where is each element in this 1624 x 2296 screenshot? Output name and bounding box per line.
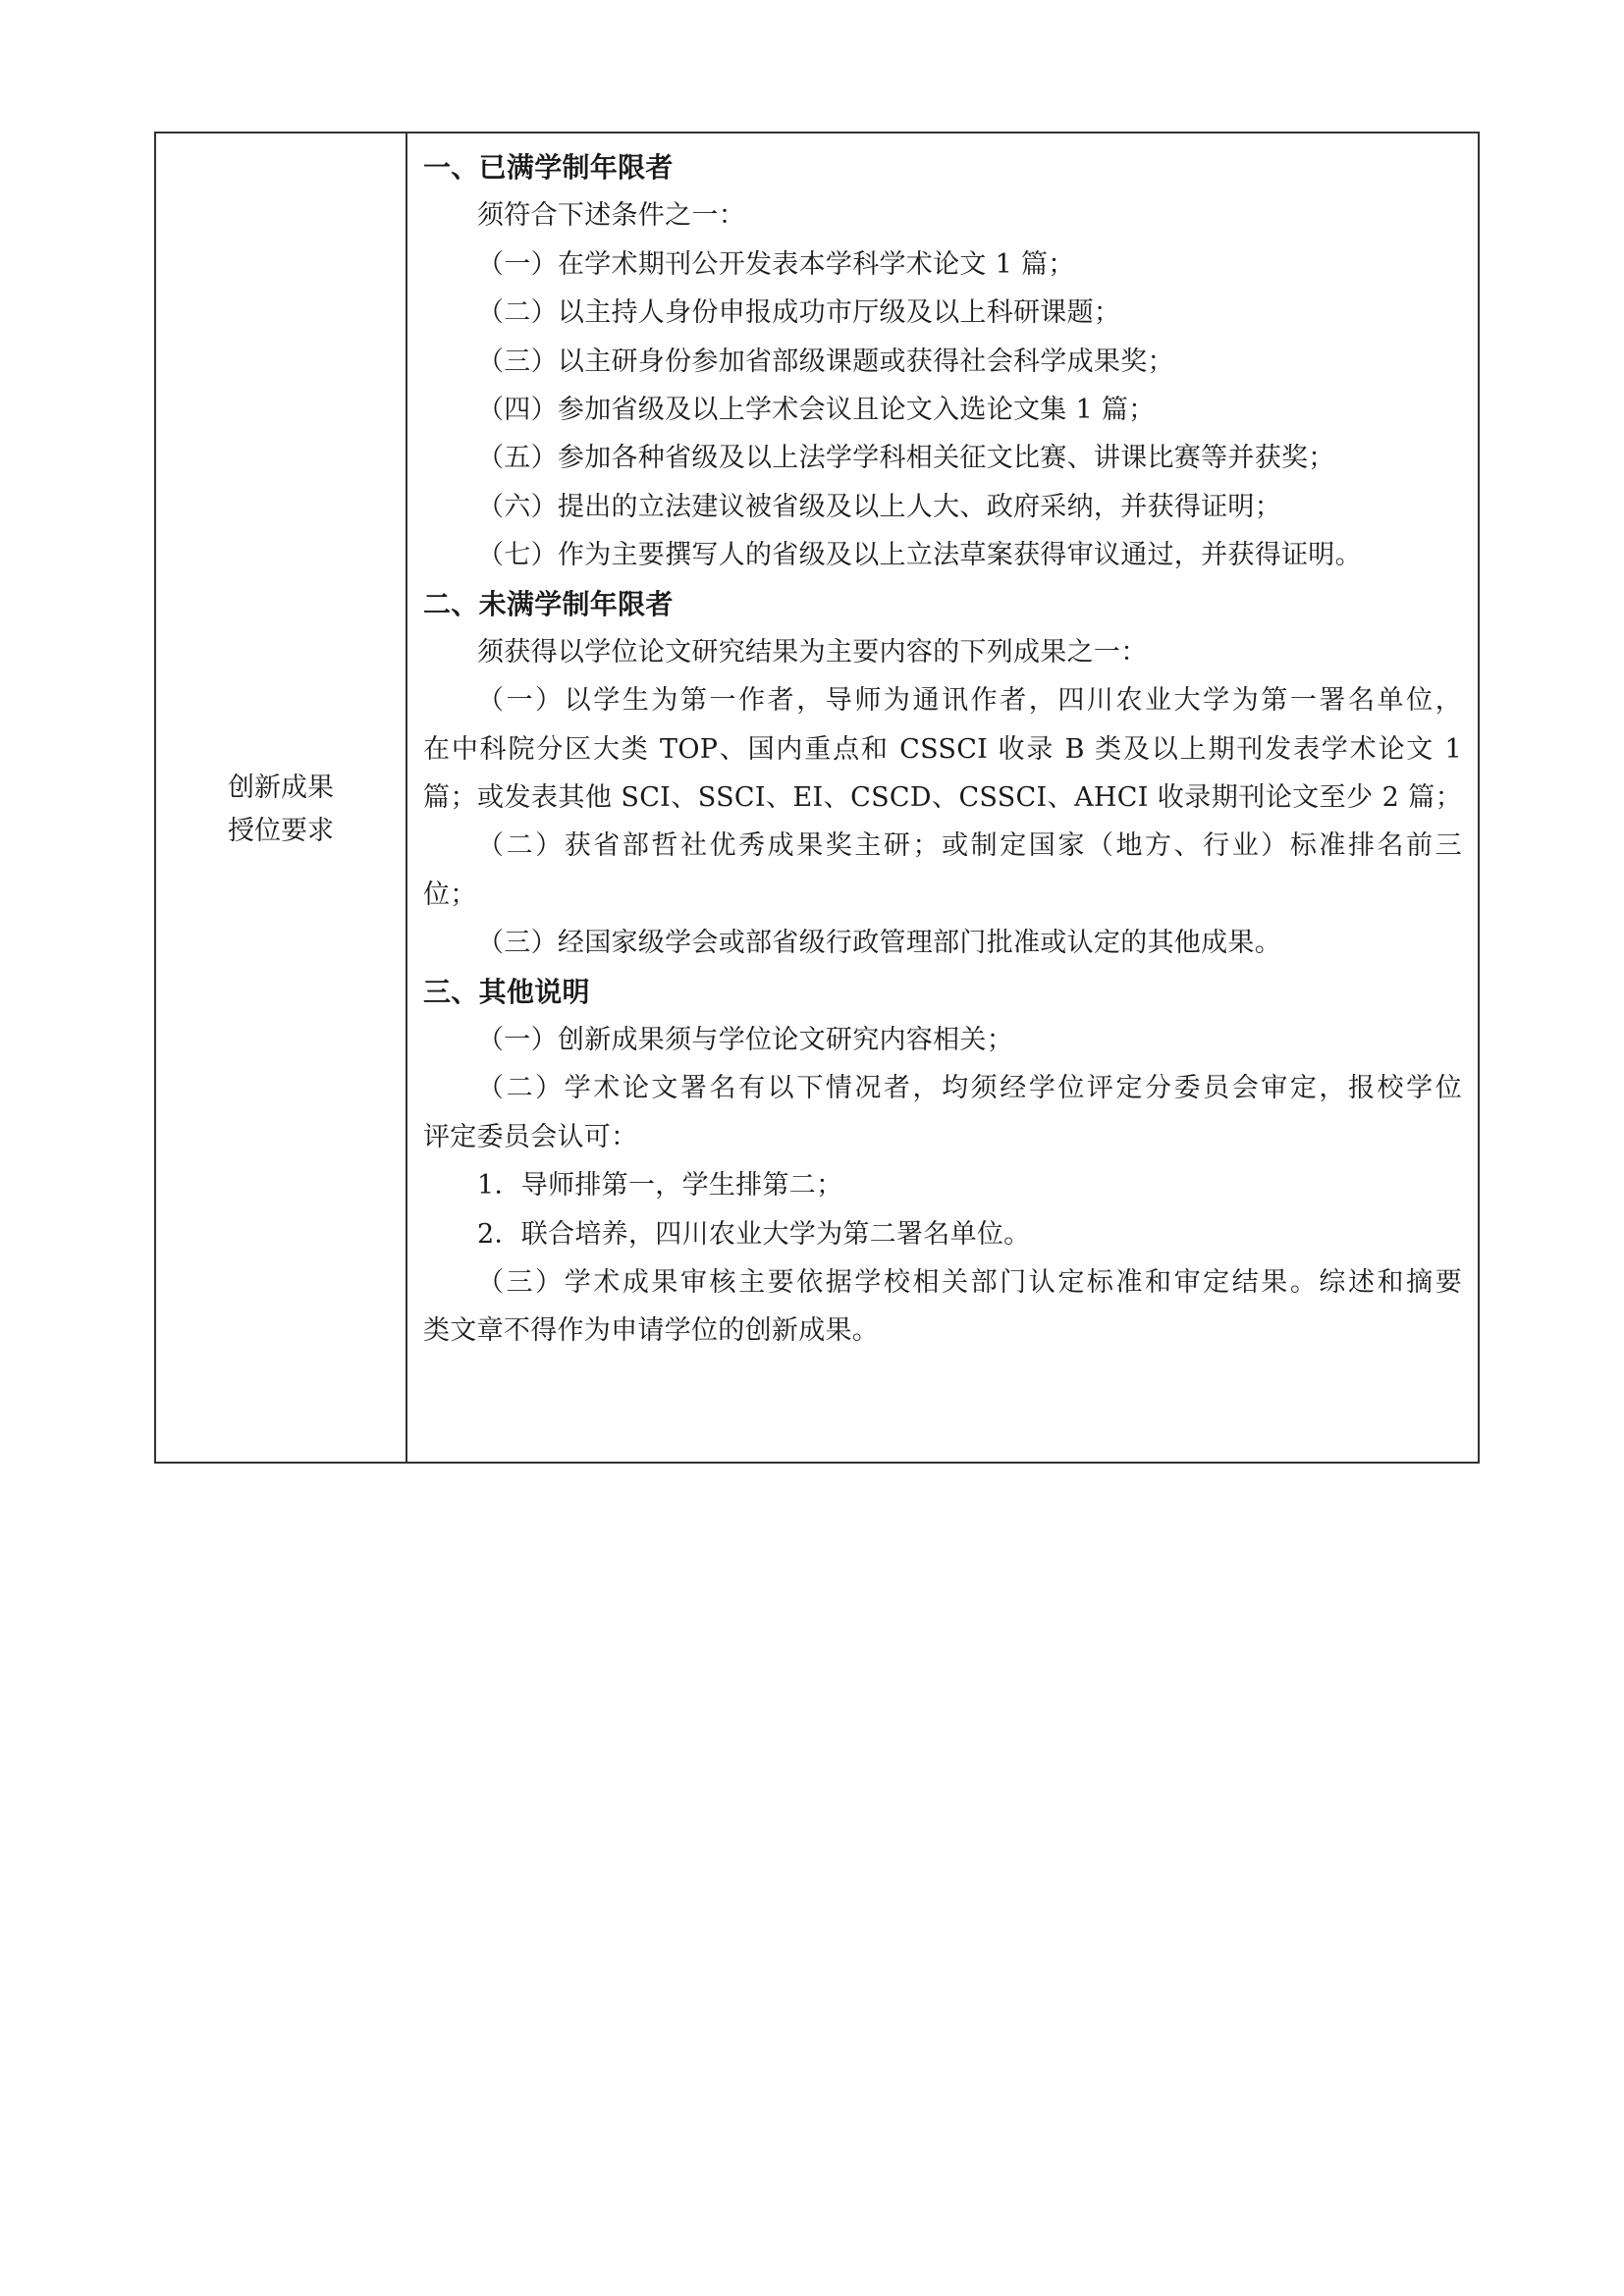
content-line: 一、已满学制年限者 xyxy=(423,151,674,184)
content-line: （一）在学术期刊公开发表本学科学术论文 1 篇； xyxy=(477,248,1075,280)
content-line: （二）以主持人身份申报成功市厅级及以上科研课题； xyxy=(477,297,1121,329)
content-line: （六）提出的立法建议被省级及以上人大、政府采纳，并获得证明； xyxy=(477,491,1281,522)
content-line: （一）创新成果须与学位论文研究内容相关； xyxy=(477,1025,1013,1056)
content-line: （三）以主研身份参加省部级课题或获得社会科学成果奖； xyxy=(477,346,1174,377)
content-line: 在中科院分区大类 TOP、国内重点和 CSSCI 收录 B 类及以上期刊发表学术论文 1 xyxy=(423,733,1462,765)
content-line: （三）经国家级学会或部省级行政管理部门批准或认定的其他成果。 xyxy=(477,928,1281,959)
content-line: （七）作为主要撰写人的省级及以上立法草案获得审议通过，并获得证明。 xyxy=(477,540,1362,571)
content-line: 2．联合培养，四川农业大学为第二署名单位。 xyxy=(477,1218,1031,1250)
row-label-cell xyxy=(156,133,407,1462)
requirements-content-cell xyxy=(407,133,1478,1462)
content-line: 篇；或发表其他 SCI、SSCI、EI、CSCD、CSSCI、AHCI 收录期刊论文至少 2 篇； xyxy=(423,782,1462,814)
content-line: （一）以学生为第一作者，导师为通讯作者，四川农业大学为第一署名单位， xyxy=(477,685,1462,717)
content-line: 类文章不得作为申请学位的创新成果。 xyxy=(423,1315,880,1347)
content-line: 评定委员会认可： xyxy=(423,1121,638,1152)
content-line: （四）参加省级及以上学术会议且论文入选论文集 1 篇； xyxy=(477,394,1156,425)
content-line: 三、其他说明 xyxy=(423,975,590,1008)
content-line: 须符合下述条件之一： xyxy=(477,200,745,232)
content-line: （二）获省部哲社优秀成果奖主研；或制定国家（地方、行业）标准排名前三 xyxy=(477,830,1462,862)
row-label-line-2: 授位要求 xyxy=(228,815,334,846)
content-line: 位； xyxy=(423,879,477,910)
content-line: （三）学术成果审核主要依据学校相关部门认定标准和审定结果。综述和摘要 xyxy=(477,1266,1462,1298)
requirements-table xyxy=(154,132,1480,1464)
content-line: （二）学术论文署名有以下情况者，均须经学位评定分委员会审定，报校学位 xyxy=(477,1073,1462,1104)
content-line: 1．导师排第一，学生排第二； xyxy=(477,1170,843,1201)
row-label-line-1: 创新成果 xyxy=(228,772,334,803)
content-line: 二、未满学制年限者 xyxy=(423,587,674,620)
content-line: （五）参加各种省级及以上法学学科相关征文比赛、讲课比赛等并获奖； xyxy=(477,443,1335,474)
content-line: 须获得以学位论文研究结果为主要内容的下列成果之一： xyxy=(477,636,1148,667)
